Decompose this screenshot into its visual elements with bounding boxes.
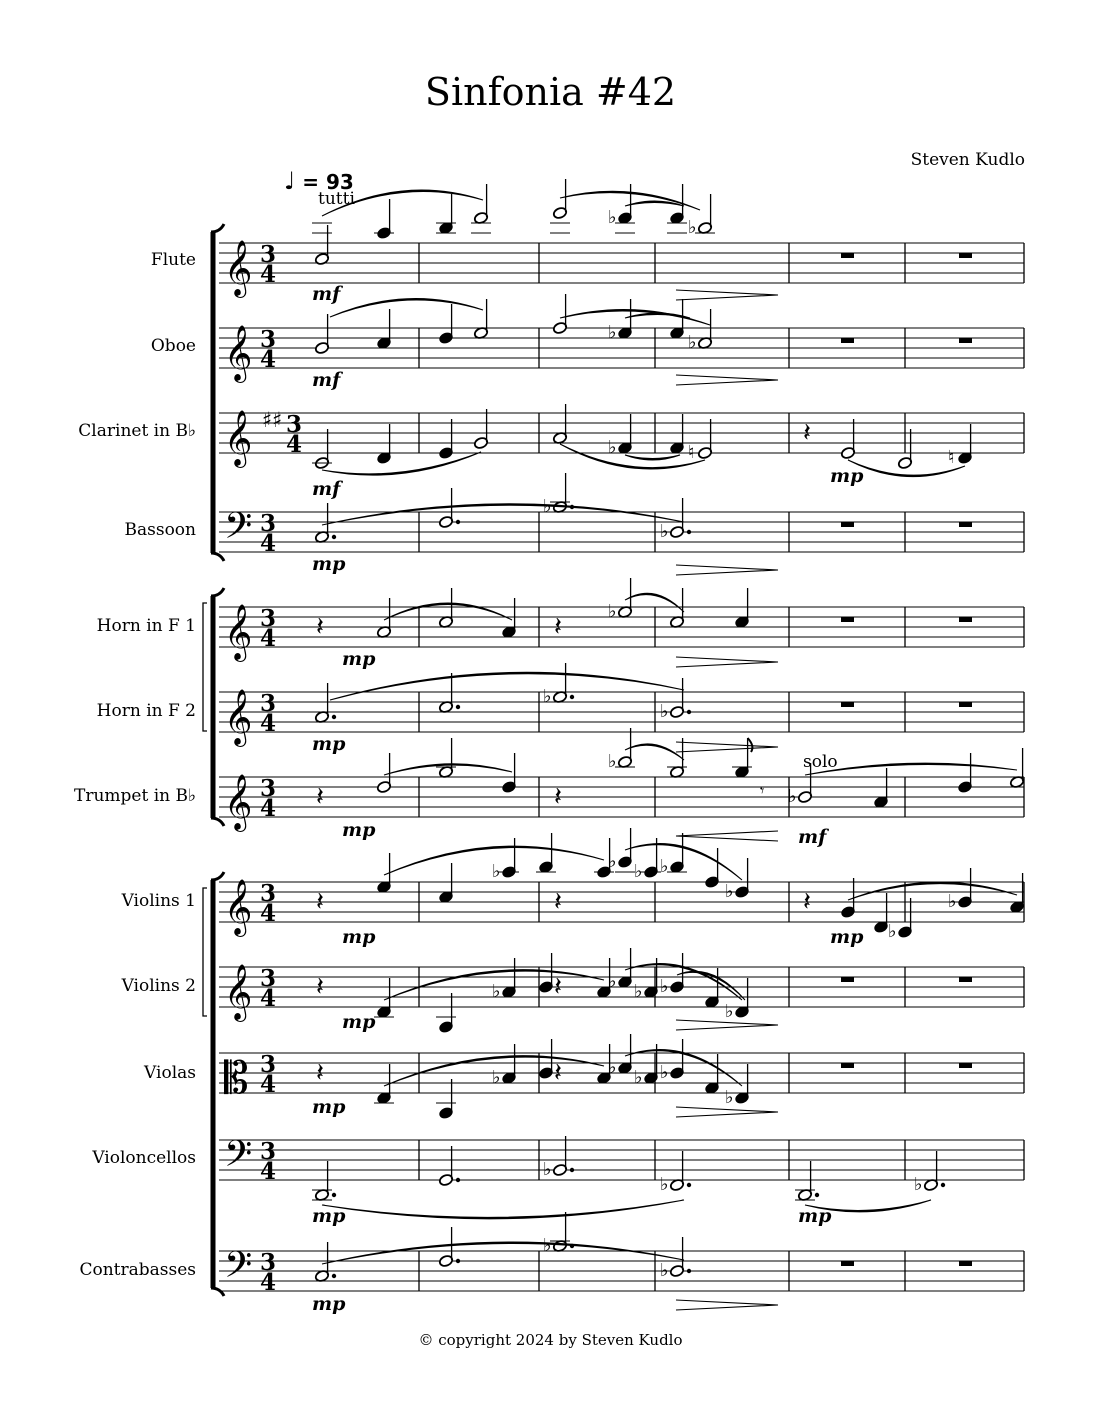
dynamic-marking: mp bbox=[830, 465, 864, 487]
dynamic-marking: mf bbox=[312, 478, 341, 500]
note bbox=[438, 993, 453, 1034]
quarter-rest: 𝄽 bbox=[554, 972, 562, 1002]
note bbox=[314, 683, 329, 724]
staff-label-violins-1: Violins 1 bbox=[121, 891, 196, 911]
flat-sign: ♭ bbox=[543, 496, 552, 517]
note bbox=[314, 225, 329, 266]
time-signature-top: 3 bbox=[286, 411, 303, 438]
staff-label-bassoon: Bassoon bbox=[124, 520, 196, 540]
flat-sign: ♭ bbox=[492, 981, 501, 1002]
flat-sign: ♭ bbox=[608, 207, 617, 228]
note bbox=[608, 578, 633, 622]
solo-expression: solo bbox=[803, 752, 838, 772]
time-signature-bottom: 4 bbox=[260, 1269, 277, 1296]
note bbox=[376, 424, 391, 465]
flat-sign: ♭ bbox=[660, 976, 669, 997]
time-signature-bottom: 4 bbox=[260, 900, 277, 927]
flat-sign: ♭ bbox=[543, 686, 552, 707]
clef-icon: 𝄢 bbox=[224, 1244, 253, 1295]
clef-icon: 𝄢 bbox=[224, 505, 253, 556]
note bbox=[376, 598, 391, 639]
note bbox=[543, 663, 568, 707]
augmentation-dot bbox=[456, 520, 460, 524]
flat-sign: ♭ bbox=[660, 701, 669, 722]
note bbox=[314, 429, 329, 470]
staff-label-violas: Violas bbox=[144, 1063, 196, 1083]
slur bbox=[677, 971, 745, 1000]
quarter-rest: 𝄽 bbox=[803, 418, 811, 448]
whole-rest bbox=[841, 977, 854, 982]
dynamic-marking: mp bbox=[312, 1205, 346, 1227]
whole-rest bbox=[841, 1261, 854, 1266]
flat-sign: ♭ bbox=[788, 786, 797, 807]
note bbox=[688, 194, 713, 238]
slur bbox=[330, 672, 684, 700]
slur bbox=[625, 744, 684, 760]
slur bbox=[625, 1049, 742, 1086]
clef-icon: 𝄞 bbox=[224, 964, 253, 1020]
note bbox=[438, 863, 453, 904]
quarter-rest: 𝄽 bbox=[554, 612, 562, 642]
note bbox=[669, 414, 684, 455]
flat-sign: ♭ bbox=[948, 891, 957, 912]
note bbox=[840, 419, 855, 460]
flat-sign: ♭ bbox=[608, 751, 617, 772]
clef-icon: 𝄞 bbox=[224, 879, 253, 935]
time-signature-bottom: 4 bbox=[286, 431, 303, 458]
note bbox=[492, 838, 517, 882]
whole-rest bbox=[959, 977, 972, 982]
staves bbox=[219, 240, 1024, 1296]
staff-label-violoncellos: Violoncellos bbox=[92, 1148, 196, 1168]
staff bbox=[219, 505, 1024, 557]
slur bbox=[322, 190, 483, 216]
dynamic-marking: mp bbox=[342, 926, 376, 948]
note bbox=[376, 199, 391, 240]
augmentation-dot bbox=[456, 1178, 460, 1182]
violins-subbracket bbox=[203, 888, 207, 1016]
staff-label-oboe: Oboe bbox=[150, 336, 196, 356]
note bbox=[704, 1054, 719, 1095]
horn-subbracket bbox=[203, 603, 207, 731]
diminuendo-hairpin bbox=[676, 375, 778, 385]
clef-icon: 𝄞 bbox=[224, 774, 253, 830]
time-signature-bottom: 4 bbox=[260, 1158, 277, 1185]
flat-sign: ♭ bbox=[725, 1087, 734, 1108]
note bbox=[688, 419, 713, 463]
augmentation-dot bbox=[570, 1168, 574, 1172]
brackets bbox=[203, 224, 224, 1296]
whole-rest bbox=[841, 1063, 854, 1068]
note bbox=[438, 738, 453, 779]
note bbox=[914, 1151, 939, 1195]
flat-sign: ♭ bbox=[660, 1174, 669, 1195]
dynamic-marking: mf bbox=[312, 369, 341, 391]
flat-sign: ♭ bbox=[492, 861, 501, 882]
flat-sign: ♭ bbox=[608, 601, 617, 622]
flat-sign: ♭ bbox=[688, 217, 697, 238]
note bbox=[660, 833, 685, 877]
note bbox=[725, 858, 750, 902]
augmentation-dot bbox=[332, 535, 336, 539]
note bbox=[608, 828, 633, 872]
note bbox=[608, 299, 633, 343]
note bbox=[725, 1064, 750, 1108]
note bbox=[543, 1212, 568, 1256]
note bbox=[438, 194, 453, 235]
note bbox=[669, 299, 684, 340]
staff bbox=[219, 1244, 1024, 1296]
augmentation-dot bbox=[941, 1183, 945, 1187]
time-signature-top: 3 bbox=[260, 690, 277, 717]
flat-sign: ♭ bbox=[543, 1235, 552, 1256]
note bbox=[608, 728, 633, 772]
time-signature-top: 3 bbox=[260, 965, 277, 992]
note bbox=[538, 1039, 553, 1080]
flat-sign: ♭ bbox=[492, 1067, 501, 1088]
note bbox=[438, 419, 453, 460]
time-signature-top: 3 bbox=[260, 1138, 277, 1165]
copyright-notice: © copyright 2024 by Steven Kudlo bbox=[418, 1331, 683, 1349]
diminuendo-hairpin bbox=[676, 290, 778, 300]
flat-sign: ♭ bbox=[725, 881, 734, 902]
clef-icon: 𝄞 bbox=[224, 410, 253, 466]
whole-rest bbox=[841, 253, 854, 258]
note bbox=[538, 833, 553, 874]
time-signature-top: 3 bbox=[260, 241, 277, 268]
staff bbox=[219, 1133, 1024, 1185]
staff bbox=[219, 964, 1024, 1022]
note bbox=[473, 299, 488, 340]
eighth-rest: 𝄾 bbox=[760, 781, 765, 800]
quarter-rest: 𝄽 bbox=[554, 1058, 562, 1088]
note bbox=[888, 898, 913, 942]
staff-label-horn-2: Horn in F 2 bbox=[96, 701, 196, 721]
note bbox=[734, 588, 749, 629]
clef-icon: 𝄞 bbox=[224, 604, 253, 660]
tutti-expression: tutti bbox=[318, 189, 355, 209]
quarter-note-icon: ♩ bbox=[284, 167, 296, 195]
dynamic-marking: mp bbox=[798, 1205, 832, 1227]
note bbox=[473, 184, 488, 225]
note bbox=[704, 848, 719, 889]
flat-sign: ♭ bbox=[660, 1260, 669, 1281]
dynamic-marking: mf bbox=[798, 826, 827, 848]
flat-sign: ♭ bbox=[660, 856, 669, 877]
staff-label-contrabasses: Contrabasses bbox=[79, 1260, 196, 1280]
note bbox=[438, 304, 453, 345]
brass-bracket-bottom bbox=[211, 818, 224, 826]
note bbox=[957, 753, 972, 794]
flat-sign: ♭ bbox=[888, 921, 897, 942]
natural-sign: ♮ bbox=[688, 442, 695, 463]
note bbox=[660, 678, 685, 722]
note bbox=[492, 1044, 517, 1088]
note bbox=[660, 1039, 685, 1083]
dynamic-marking: mp bbox=[312, 1096, 346, 1118]
flat-sign: ♭ bbox=[725, 1001, 734, 1022]
time-signature-top: 3 bbox=[260, 775, 277, 802]
time-signature-bottom: 4 bbox=[260, 710, 277, 737]
dynamic-marking: mp bbox=[312, 733, 346, 755]
dynamic-marking: mp bbox=[342, 648, 376, 670]
note bbox=[873, 768, 888, 809]
flat-sign: ♭ bbox=[608, 322, 617, 343]
flat-sign: ♭ bbox=[634, 981, 643, 1002]
note bbox=[660, 1151, 685, 1195]
note bbox=[376, 309, 391, 350]
augmentation-dot bbox=[456, 1259, 460, 1263]
diminuendo-hairpin bbox=[676, 742, 778, 752]
tempo-value: = 93 bbox=[302, 170, 354, 194]
note bbox=[608, 948, 633, 992]
staff-label-flute: Flute bbox=[150, 250, 196, 270]
note bbox=[688, 309, 713, 353]
note bbox=[608, 414, 633, 458]
whole-rest bbox=[959, 338, 972, 343]
clef-icon: 𝄞 bbox=[224, 240, 253, 296]
time-signature-bottom: 4 bbox=[260, 530, 277, 557]
diminuendo-hairpin bbox=[676, 657, 778, 667]
staff-label-horn-1: Horn in F 1 bbox=[96, 616, 196, 636]
brass-bracket-top bbox=[211, 588, 224, 596]
time-signature-top: 3 bbox=[260, 1249, 277, 1276]
note bbox=[660, 953, 685, 997]
strings-bracket-top bbox=[211, 872, 224, 880]
time-signature-top: 3 bbox=[260, 1051, 277, 1078]
flat-sign: ♭ bbox=[608, 437, 617, 458]
whole-rest bbox=[959, 702, 972, 707]
flat-sign: ♭ bbox=[608, 971, 617, 992]
whole-rest bbox=[959, 617, 972, 622]
time-signature-top: 3 bbox=[260, 326, 277, 353]
note bbox=[543, 473, 568, 517]
dynamic-marking: mp bbox=[312, 1293, 346, 1315]
quarter-rest: 𝄽 bbox=[554, 887, 562, 917]
augmentation-dot bbox=[687, 710, 691, 714]
note bbox=[734, 738, 749, 779]
time-signature-top: 3 bbox=[260, 510, 277, 537]
dynamic-marking: mf bbox=[312, 283, 341, 305]
note bbox=[492, 958, 517, 1002]
note bbox=[873, 893, 888, 934]
note bbox=[314, 314, 329, 355]
whole-rest bbox=[841, 617, 854, 622]
clef-icon: 𝄡 bbox=[224, 1053, 249, 1104]
augmentation-dot bbox=[332, 715, 336, 719]
quarter-rest: 𝄽 bbox=[316, 972, 324, 1002]
note bbox=[438, 588, 453, 629]
whole-rest bbox=[959, 522, 972, 527]
quarter-rest: 𝄽 bbox=[554, 782, 562, 812]
note bbox=[608, 1034, 633, 1078]
woodwind-bracket-bottom bbox=[211, 553, 224, 561]
flat-sign: ♭ bbox=[688, 332, 697, 353]
clef-icon: 𝄞 bbox=[224, 325, 253, 381]
slur bbox=[330, 299, 483, 317]
dynamic-marking: mp bbox=[312, 553, 346, 575]
whole-rest bbox=[959, 1261, 972, 1266]
whole-rest bbox=[959, 1063, 972, 1068]
quarter-rest: 𝄽 bbox=[803, 887, 811, 917]
augmentation-dot bbox=[687, 1183, 691, 1187]
slur bbox=[322, 452, 481, 475]
note bbox=[438, 1146, 453, 1187]
note bbox=[438, 1079, 453, 1120]
note bbox=[948, 868, 973, 912]
note bbox=[552, 179, 567, 220]
note bbox=[608, 184, 633, 228]
note bbox=[438, 1227, 453, 1268]
staff-label-clarinet: Clarinet in B♭ bbox=[78, 421, 196, 441]
augmentation-dot bbox=[687, 1269, 691, 1273]
clef-icon: 𝄞 bbox=[224, 689, 253, 745]
note bbox=[1009, 748, 1024, 789]
augmentation-dot bbox=[687, 530, 691, 534]
augmentation-dot bbox=[332, 1274, 336, 1278]
crescendo-hairpin bbox=[676, 831, 778, 841]
note bbox=[473, 409, 488, 450]
time-signature-bottom: 4 bbox=[260, 625, 277, 652]
quarter-rest: 𝄽 bbox=[316, 782, 324, 812]
whole-rest bbox=[959, 253, 972, 258]
flat-sign: ♭ bbox=[543, 1159, 552, 1180]
diminuendo-hairpin bbox=[676, 1107, 778, 1117]
quarter-rest: 𝄽 bbox=[316, 1058, 324, 1088]
diminuendo-hairpin bbox=[676, 565, 778, 575]
flat-sign: ♭ bbox=[660, 1062, 669, 1083]
note bbox=[314, 1161, 329, 1202]
strings-bracket-bottom bbox=[211, 1288, 224, 1296]
augmentation-dot bbox=[815, 1193, 819, 1197]
note bbox=[538, 953, 553, 994]
augmentation-dot bbox=[456, 705, 460, 709]
time-signature-bottom: 4 bbox=[260, 795, 277, 822]
score-title: Sinfonia #42 bbox=[424, 70, 677, 114]
clef-icon: 𝄢 bbox=[224, 1133, 253, 1184]
flat-sign: ♭ bbox=[660, 521, 669, 542]
note bbox=[788, 763, 813, 807]
whole-rest bbox=[841, 338, 854, 343]
key-signature: ♯♯ bbox=[262, 408, 283, 432]
augmentation-dot bbox=[332, 1193, 336, 1197]
quarter-rest: 𝄽 bbox=[316, 612, 324, 642]
time-signature-top: 3 bbox=[260, 880, 277, 907]
note bbox=[552, 294, 567, 335]
note bbox=[669, 588, 684, 629]
time-signature-bottom: 4 bbox=[260, 985, 277, 1012]
dynamic-marking: mp bbox=[342, 1011, 376, 1033]
staff bbox=[219, 774, 1024, 832]
note bbox=[501, 753, 516, 794]
time-signature-bottom: 4 bbox=[260, 346, 277, 373]
flat-sign: ♭ bbox=[608, 851, 617, 872]
note bbox=[948, 424, 973, 468]
natural-sign: ♮ bbox=[948, 447, 955, 468]
slur bbox=[625, 455, 680, 460]
time-signature-top: 3 bbox=[260, 605, 277, 632]
diminuendo-hairpin bbox=[676, 1300, 778, 1310]
time-signature-bottom: 4 bbox=[260, 261, 277, 288]
flat-sign: ♭ bbox=[634, 861, 643, 882]
dynamic-marking: mp bbox=[830, 926, 864, 948]
slur bbox=[848, 882, 1017, 900]
woodwind-bracket-top bbox=[211, 224, 224, 232]
augmentation-dot bbox=[570, 695, 574, 699]
flat-sign: ♭ bbox=[608, 1057, 617, 1078]
quarter-rest: 𝄽 bbox=[316, 887, 324, 917]
flat-sign: ♭ bbox=[634, 1067, 643, 1088]
note bbox=[552, 404, 567, 445]
whole-rest bbox=[841, 702, 854, 707]
slur bbox=[805, 763, 1017, 775]
slur bbox=[625, 843, 742, 880]
staff-label-trumpet: Trumpet in B♭ bbox=[73, 786, 196, 806]
whole-rest bbox=[841, 522, 854, 527]
dynamic-marking: mp bbox=[342, 819, 376, 841]
flat-sign: ♭ bbox=[914, 1174, 923, 1195]
staff-label-violins-2: Violins 2 bbox=[121, 976, 196, 996]
note bbox=[543, 1136, 568, 1180]
note bbox=[797, 1161, 812, 1202]
time-signature-bottom: 4 bbox=[260, 1071, 277, 1098]
slur bbox=[322, 1200, 684, 1219]
composer-name: Steven Kudlo bbox=[910, 150, 1025, 170]
